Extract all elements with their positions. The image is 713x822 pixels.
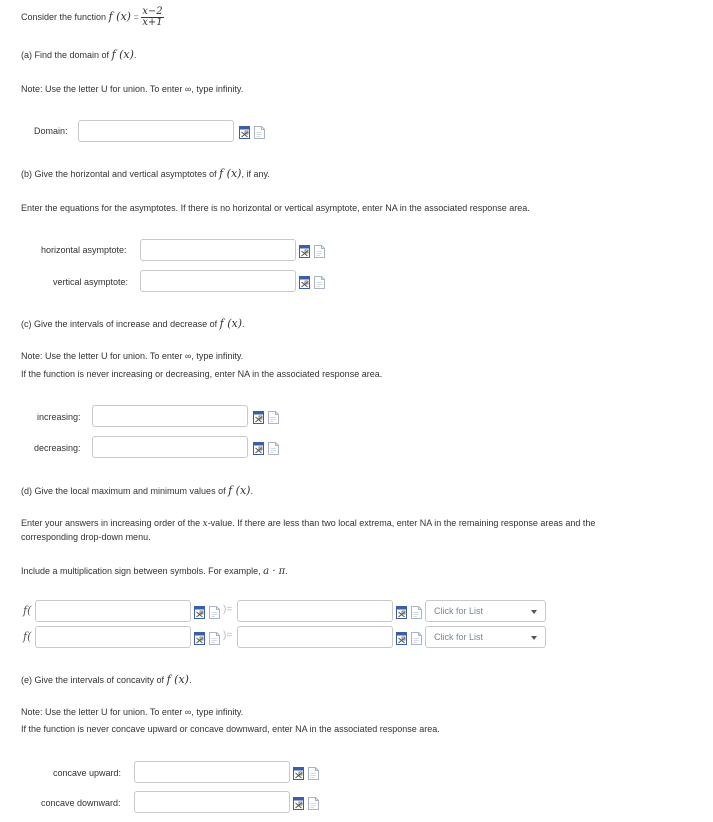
extremum-1-x-input[interactable]: [35, 600, 191, 622]
horizontal-asymptote-input[interactable]: [140, 239, 296, 261]
math-editor-icon[interactable]: [299, 276, 310, 289]
part-d-mult-note: [21, 566, 288, 577]
part-b-text: (b) Give the horizontal and vertical asymptotes of: [21, 169, 217, 179]
extremum-2-type-dropdown[interactable]: [425, 626, 546, 648]
chevron-down-icon: [531, 610, 537, 614]
math-editor-icon[interactable]: [299, 245, 310, 258]
part-b-suffix: , if any.: [241, 169, 270, 179]
intro-fraction: [141, 7, 163, 28]
horizontal-asymptote-label: horizontal asymptote:: [41, 245, 127, 255]
math-editor-icon[interactable]: [293, 797, 304, 810]
preview-icon[interactable]: [411, 632, 422, 645]
part-e-question: [21, 673, 191, 686]
math-editor-icon[interactable]: [194, 606, 205, 619]
mult-suffix: .: [285, 566, 288, 576]
concave-downward-input[interactable]: [134, 791, 290, 813]
math-editor-icon[interactable]: [396, 632, 407, 645]
part-a-text: (a) Find the domain of: [21, 50, 110, 60]
concave-upward-label: concave upward:: [53, 768, 122, 778]
part-a-fx: f (x): [111, 48, 134, 61]
increasing-input[interactable]: [92, 405, 248, 427]
part-d-fx: f (x): [228, 484, 251, 497]
extremum-1-y-input[interactable]: [237, 600, 393, 622]
extremum-2-dropdown-text: Click for List: [434, 632, 484, 642]
part-d-question: [21, 484, 253, 497]
chevron-down-icon: [531, 636, 537, 640]
preview-icon[interactable]: [268, 411, 279, 424]
domain-label: Domain:: [34, 126, 68, 136]
part-b-fx: f (x): [219, 167, 242, 180]
mult-example: a · π: [263, 566, 286, 577]
extremum-2-y-input[interactable]: [237, 626, 393, 648]
decreasing-input[interactable]: [92, 436, 248, 458]
part-c-period: .: [241, 319, 245, 329]
math-editor-icon[interactable]: [396, 606, 407, 619]
part-e-period: .: [188, 675, 192, 685]
fraction-numerator: x−2: [142, 6, 163, 18]
preview-icon[interactable]: [308, 767, 319, 780]
intro-prefix: Consider the function: [21, 12, 107, 22]
extremum-2-f-label: f(: [23, 630, 32, 643]
part-d-instructions-line2: corresponding drop-down menu.: [21, 532, 151, 542]
extremum-2-x-input[interactable]: [35, 626, 191, 648]
part-a-question: [21, 48, 136, 61]
part-d-text: (d) Give the local maximum and minimum values of: [21, 486, 226, 496]
concave-downward-label: concave downward:: [41, 798, 121, 808]
increasing-label: increasing:: [37, 412, 81, 422]
part-c-question: [21, 317, 245, 330]
concave-upward-input[interactable]: [134, 761, 290, 783]
part-b-instructions: Enter the equations for the asymptotes. If there is no horizontal or vertical asymptote, enter NA in the associated response area.: [21, 203, 530, 213]
math-editor-icon[interactable]: [239, 126, 250, 139]
intro-equals: =: [133, 12, 139, 22]
part-e-note2: If the function is never concave upward or concave downward, enter NA in the associated response area.: [21, 724, 440, 734]
mult-prefix: Include a multiplication sign between symbols. For example,: [21, 566, 261, 576]
part-e-fx: f (x): [166, 673, 189, 686]
part-e-text: (e) Give the intervals of concavity of: [21, 675, 165, 685]
preview-icon[interactable]: [209, 632, 220, 645]
extremum-1-f-label: f(: [23, 604, 32, 617]
intro-fx: f (x): [108, 10, 131, 23]
part-c-text: (c) Give the intervals of increase and decrease of: [21, 319, 218, 329]
preview-icon[interactable]: [308, 797, 319, 810]
fraction-denominator: x+1: [142, 17, 163, 29]
preview-icon[interactable]: [314, 245, 325, 258]
preview-icon[interactable]: [254, 126, 265, 139]
domain-input[interactable]: [78, 120, 234, 142]
math-editor-icon[interactable]: [293, 767, 304, 780]
part-d-instr-a: Enter your answers in increasing order of the: [21, 518, 201, 528]
extremum-1-dropdown-text: Click for List: [434, 606, 484, 616]
part-c-fx: f (x): [219, 317, 242, 330]
preview-icon[interactable]: [268, 442, 279, 455]
preview-icon[interactable]: [209, 606, 220, 619]
part-c-note1: Note: Use the letter U for union. To enter ∞, type infinity.: [21, 351, 244, 361]
part-b-question: [21, 167, 270, 180]
part-a-note: Note: Use the letter U for union. To enter ∞, type infinity.: [21, 84, 244, 94]
preview-icon[interactable]: [314, 276, 325, 289]
vertical-asymptote-label: vertical asymptote:: [53, 277, 129, 287]
math-editor-icon[interactable]: [253, 442, 264, 455]
extremum-1-close-eq: )=: [223, 604, 233, 615]
part-d-period: .: [250, 486, 253, 496]
math-editor-icon[interactable]: [194, 632, 205, 645]
decreasing-label: decreasing:: [34, 443, 81, 453]
extremum-1-type-dropdown[interactable]: [425, 600, 546, 622]
part-a-period: .: [133, 50, 137, 60]
math-editor-icon[interactable]: [253, 411, 264, 424]
part-d-x-var: x: [202, 519, 208, 529]
part-e-note1: Note: Use the letter U for union. To enter ∞, type infinity.: [21, 707, 244, 717]
extremum-2-close-eq: )=: [223, 630, 233, 641]
vertical-asymptote-input[interactable]: [140, 270, 296, 292]
part-d-instructions: [21, 518, 595, 529]
preview-icon[interactable]: [411, 606, 422, 619]
intro-line: [21, 6, 164, 28]
part-d-instr-b: -value. If there are less than two local extrema, enter NA in the remaining response areas and the: [207, 518, 596, 528]
part-c-note2: If the function is never increasing or decreasing, enter NA in the associated response area.: [21, 369, 383, 379]
